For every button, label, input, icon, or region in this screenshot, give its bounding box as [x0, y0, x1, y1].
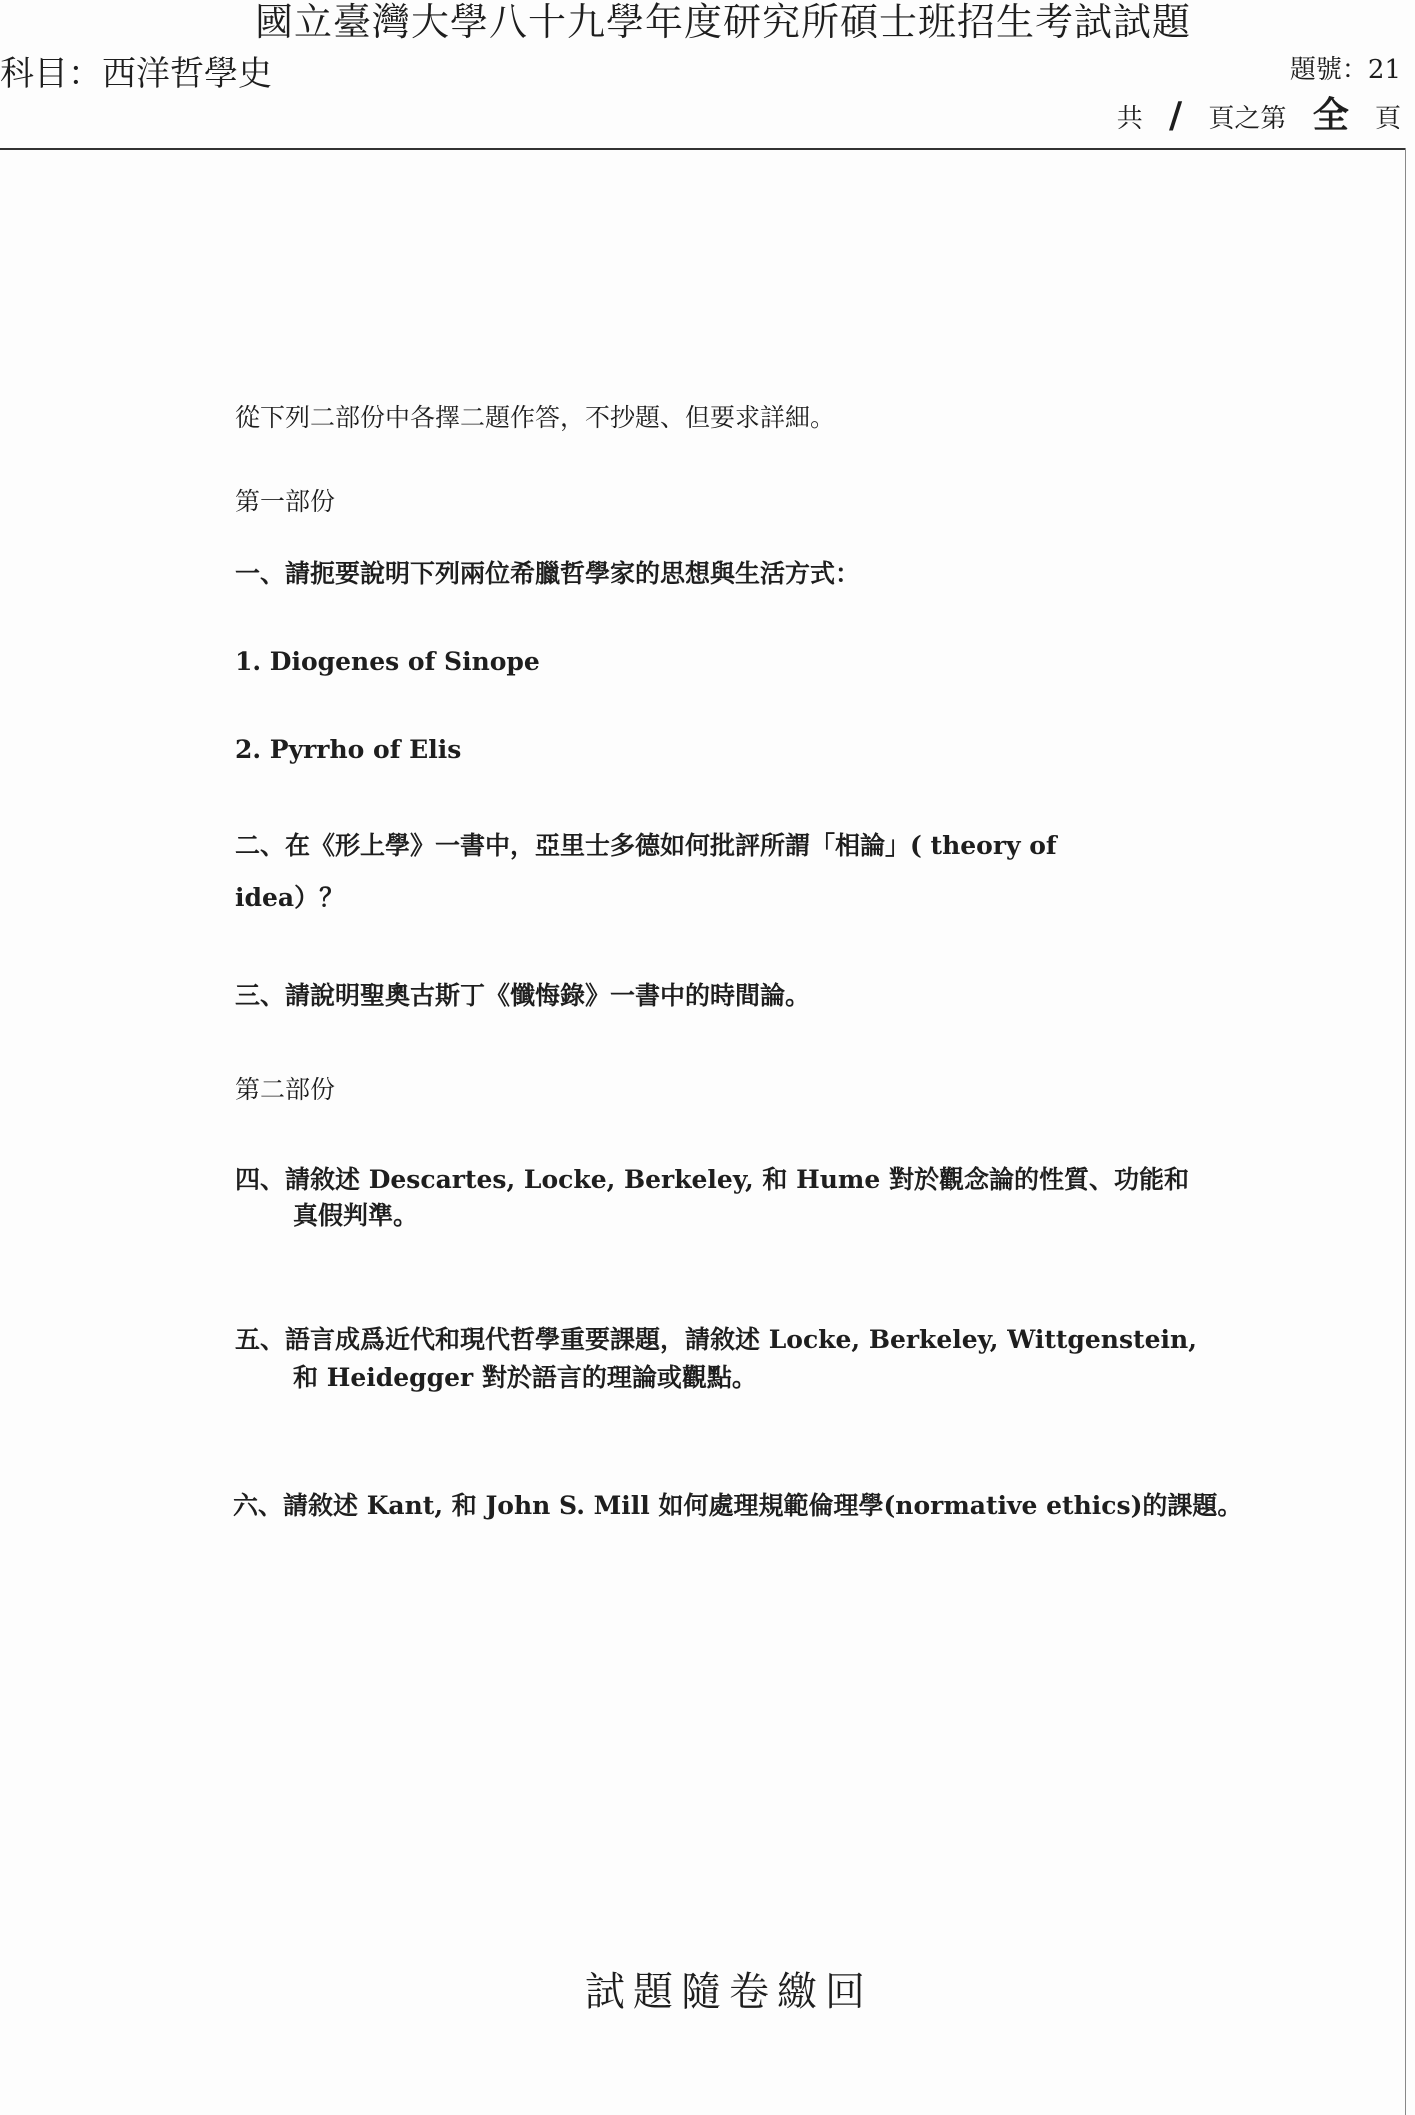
question-number: 題號：21 [1289, 55, 1401, 85]
frame-top-border [0, 148, 1406, 150]
page-total-label: 共 [1116, 104, 1143, 134]
footer-stamp: 試題隨卷繳回 [585, 1969, 873, 2015]
exam-subject: 科目：西洋哲學史 [0, 54, 272, 94]
question-1: 一、請扼要說明下列兩位希臘哲學家的思想與生活方式： [235, 559, 861, 588]
instructions: 從下列二部份中各擇二題作答，不抄題、但要求詳細。 [235, 403, 836, 432]
question-6: 六、請敘述 Kant, 和 John S. Mill 如何處理規範倫理學(normative ethics)的課題。 [233, 1491, 1243, 1520]
page-current-value: 全 [1312, 95, 1349, 136]
exam-title: 國立臺灣大學八十九學年度研究所碩士班招生考試試題 [255, 0, 1192, 44]
frame-right-border [1405, 148, 1406, 2115]
page-mid-label: 頁之第 [1208, 104, 1287, 134]
question-5-line-2: 和 Heidegger 對於語言的理論或觀點。 [293, 1363, 757, 1392]
part2-heading: 第二部份 [235, 1075, 336, 1104]
question-1-item-1: 1. Diogenes of Sinope [235, 647, 540, 676]
question-5-line-1: 五、語言成爲近代和現代哲學重要課題，請敘述 Locke, Berkeley, Wittgenstein, [235, 1325, 1197, 1354]
question-4-line-1: 四、請敘述 Descartes, Locke, Berkeley, 和 Hume 對於觀念論的性質、功能和 [235, 1165, 1189, 1194]
page-total-value: / [1169, 95, 1183, 136]
question-3: 三、請說明聖奧古斯丁《懺悔錄》一書中的時間論。 [235, 981, 811, 1010]
page-info [1117, 96, 1401, 139]
question-2-line-2: idea）？ [235, 883, 345, 912]
page-end-label: 頁 [1374, 104, 1401, 134]
question-2-line-1: 二、在《形上學》一書中，亞里士多德如何批評所謂「相論」( theory of [235, 831, 1057, 860]
question-1-item-2: 2. Pyrrho of Elis [235, 735, 462, 764]
part1-heading: 第一部份 [235, 487, 336, 516]
question-4-line-2: 真假判準。 [293, 1201, 419, 1230]
